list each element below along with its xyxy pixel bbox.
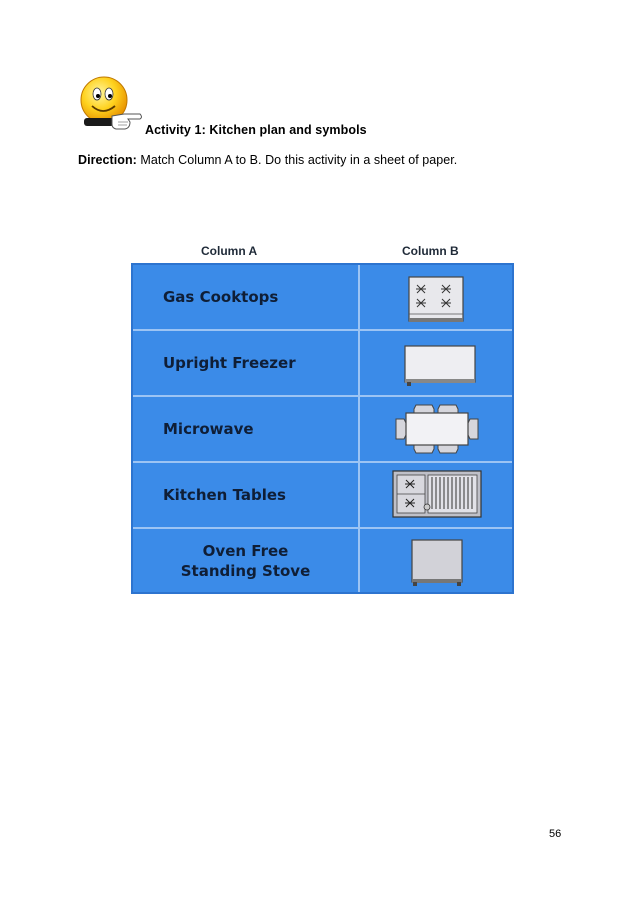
sink-range-symbol-icon [360, 463, 514, 527]
column-a-item: Gas Cooktops [163, 288, 279, 306]
page-number: 56 [549, 828, 562, 840]
column-a-item-line: Standing Stove [180, 561, 311, 580]
matching-table [131, 263, 514, 594]
column-a-item: Upright Freezer [163, 354, 296, 372]
direction-text [78, 153, 457, 167]
activity-title: Activity 1: Kitchen plan and symbols [145, 123, 367, 137]
column-a-item-line: Oven Free [202, 541, 289, 560]
cooktop-symbol-icon [360, 265, 514, 329]
direction-label: Direction: [78, 153, 137, 167]
column-a-header: Column A [201, 244, 258, 258]
table-row [133, 397, 512, 463]
column-a-item: Kitchen Tables [163, 486, 286, 504]
table-row [133, 331, 512, 397]
smiley-pointing-icon [78, 72, 144, 138]
stove-symbol-icon [360, 529, 514, 592]
column-a-item [133, 529, 358, 592]
column-b-header: Column B [402, 244, 459, 258]
table-row [133, 265, 512, 331]
table-chairs-symbol-icon [360, 397, 514, 461]
table-row [133, 463, 512, 529]
column-a-item: Microwave [163, 420, 254, 438]
table-row [133, 529, 512, 592]
freezer-symbol-icon [360, 331, 514, 395]
direction-body: Match Column A to B. Do this activity in a sheet of paper. [136, 153, 458, 167]
